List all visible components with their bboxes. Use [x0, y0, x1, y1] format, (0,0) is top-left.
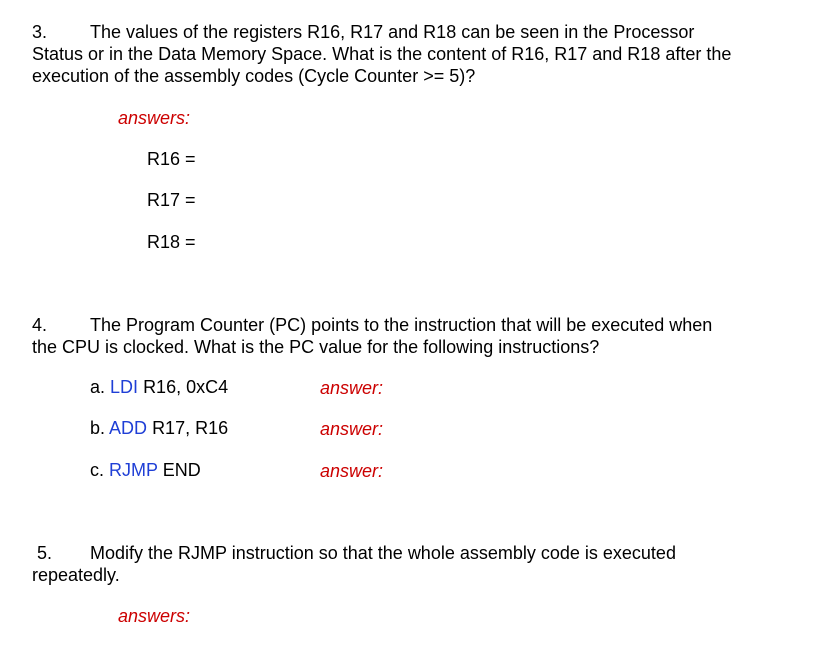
instruction-item-b: [90, 418, 228, 439]
question-3-answers-label: answers:: [118, 108, 191, 128]
question-4-line-2: the CPU is clocked. What is the PC value for the following instructions?: [32, 337, 600, 357]
question-4: [32, 314, 712, 358]
instruction-a-answer-label: answer:: [320, 378, 384, 398]
instruction-operands: R17, R16: [152, 418, 229, 438]
instruction-keyword: LDI: [110, 377, 139, 397]
question-3-line-3: execution of the assembly codes (Cycle Counter >= 5)?: [32, 66, 476, 86]
question-5-line-2: repeatedly.: [32, 565, 120, 585]
instruction-operands: END: [162, 460, 201, 480]
question-4-number: 4.: [32, 315, 48, 335]
question-5: [32, 542, 676, 586]
register-r17-label: R17 =: [147, 190, 196, 210]
question-3: [32, 21, 731, 87]
question-5-answers-label: answers:: [118, 606, 191, 626]
question-3-number: 3.: [32, 22, 48, 42]
question-5-number: 5.: [37, 543, 53, 563]
register-r16-label: R16 =: [147, 149, 196, 169]
instruction-prefix: c.: [90, 460, 105, 480]
instruction-b-answer-label: answer:: [320, 419, 384, 439]
instruction-operands: R16, 0xC4: [143, 377, 229, 397]
instruction-keyword: ADD: [109, 418, 148, 438]
question-5-line-1: 5. Modify the RJMP instruction so that the whole assembly code is executed: [32, 542, 676, 564]
question-4-line-1: 4. The Program Counter (PC) points to the instruction that will be executed when: [32, 315, 713, 335]
instruction-prefix: b.: [90, 418, 106, 438]
instruction-keyword: RJMP: [109, 460, 158, 480]
instruction-item-c: [90, 460, 201, 481]
question-3-line-2: Status or in the Data Memory Space. What is the content of R16, R17 and R18 after the: [32, 44, 732, 64]
question-3-line-1: 3. The values of the registers R16, R17 and R18 can be seen in the Processor: [32, 22, 695, 42]
instruction-c-answer-label: answer:: [320, 461, 384, 481]
register-r18-label: R18 =: [147, 232, 196, 252]
instruction-item-a: [90, 377, 228, 398]
instruction-prefix: a.: [90, 377, 106, 397]
